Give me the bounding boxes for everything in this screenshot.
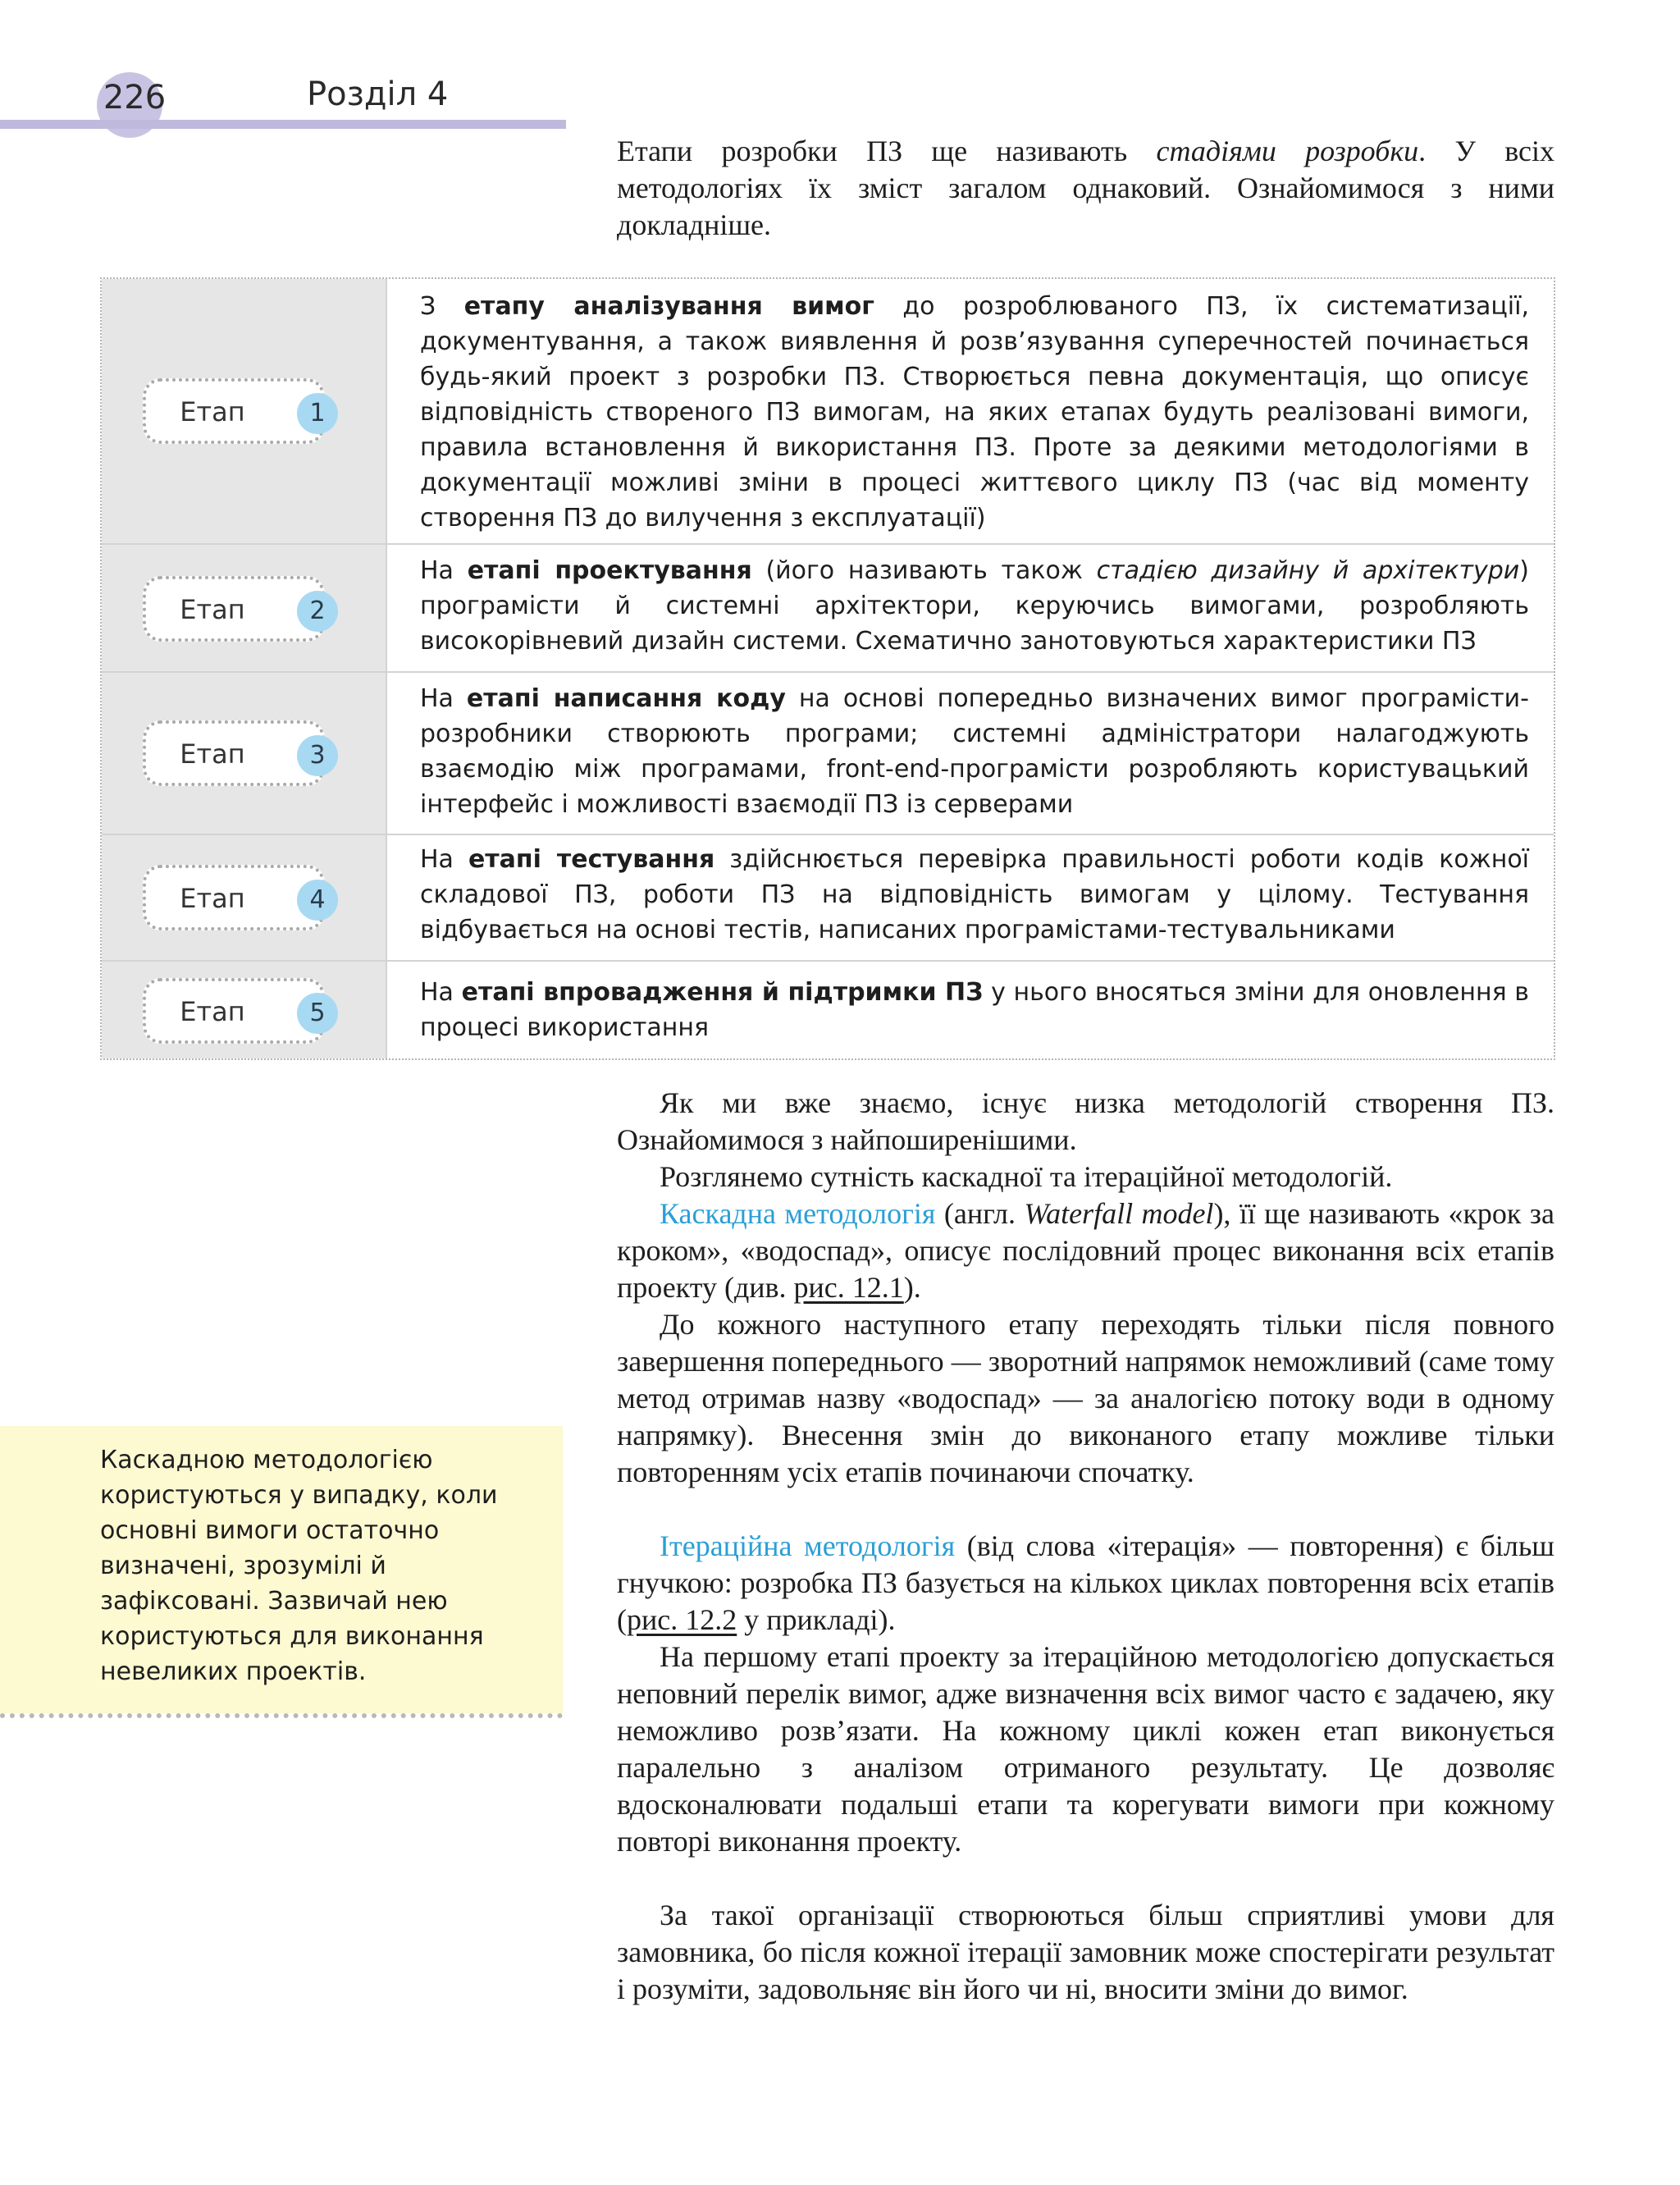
stage-number: 1 <box>297 393 338 434</box>
stage-number: 5 <box>297 993 338 1034</box>
stage-pill <box>143 576 325 642</box>
body-paragraph: За такої організації створюються більш сприятливі умови для замовника, бо після кожної ітерації замовник може спостерігати результат і розуміти, задовольняє він його чи ні, вносити зміни до вимог. <box>617 1899 1554 2005</box>
body-paragraph: До кожного наступного етапу переходять тільки після повного завершення попереднього — зворотний напрямок неможливий (саме тому метод отримав назву «водоспад» — за аналогією потоку води в одному напрямку). Внесення змін до виконаного етапу можливе тільки повторенням усіх етапів починаючи спочатку. <box>617 1308 1554 1488</box>
body-paragraph: Каскадна методологія (англ. Waterfall model), її ще називають «крок за кроком», «водоспад», описує послідовний процес виконання всіх етапів проекту (див. рис. 12.1). <box>617 1197 1555 1304</box>
body-paragraph: Ітераційна методологія (від слова «ітерація» — повторення) є більш гнучкою: розробка ПЗ базується на кількох циклах повторення всіх етапів (рис. 12.2 у прикладі). <box>617 1529 1554 1636</box>
stage-label: Етап <box>180 396 245 427</box>
body-paragraph: Розглянемо сутність каскадної та ітераційної методологій. <box>660 1160 1393 1193</box>
stage-label-cell <box>102 545 387 671</box>
stage-pill <box>143 978 325 1044</box>
figure-ref-12-1[interactable]: рис. 12.1 <box>793 1271 904 1304</box>
term-iterative: Ітераційна методологія <box>660 1529 956 1562</box>
stage-label-cell <box>102 962 387 1058</box>
stage-row <box>102 543 1554 671</box>
header-bar <box>0 120 566 129</box>
stage-number: 2 <box>297 591 338 632</box>
stage-description: На етапі тестування здійснюється перевірка правильності роботи кодів кожної складової ПЗ, роботи ПЗ на відповідність вимогам у цілому. Тестування відбувається на основі тестів, написаних програмістами-тестувальниками <box>420 845 1530 944</box>
stage-description: З етапу аналізування вимог до розроблюваного ПЗ, їх систематизації, документування, а також виявлення й розв’язування суперечностей починається будь-який проект з розробки ПЗ. Створюється певна документація, що описує відповідність створеного ПЗ вимогам, на яких етапах будуть реалізовані вимоги, правила встановлення й використання ПЗ. Проте за деякими методологіями в документації можливі зміни в процесі життєвого циклу ПЗ (час від моменту створення ПЗ до вилучення з експлуатації) <box>420 292 1529 533</box>
stage-description: На етапі проектування (його називають також стадією дизайну й архітектури) програмісти й системні архітектори, керуючись вимогами, розробляють високорівневий дизайн системи. Схематично занотовуються характеристики ПЗ <box>420 556 1529 656</box>
page-number: 226 <box>103 79 167 117</box>
stage-label: Етап <box>180 738 245 770</box>
stage-pill <box>143 720 325 786</box>
side-note-text: Каскадною методологією користуються у випадку, коли основні вимоги остаточно визначені, зрозумілі й зафіксовані. Зазвичай нею користуються для виконання невеликих проектів. <box>100 1446 498 1686</box>
stage-number: 3 <box>297 735 338 776</box>
stage-pill <box>143 865 325 930</box>
body-paragraph: На першому етапі проекту за ітераційною методологією допускається неповний перелік вимог, адже визначення всіх вимог часто є задачею, яку неможливо розв’язати. На кожному циклі кожен етап виконується паралельно з аналізом отриманого результату. Це дозволяє вдосконалювати подальші етапи та корегувати вимоги при кожному повторі виконання проекту. <box>617 1640 1554 1858</box>
side-note <box>0 1426 563 1713</box>
stage-label-cell <box>102 835 387 960</box>
stage-description: На етапі написання коду на основі попередньо визначених вимог програмісти-розробники створюють програми; системні адміністратори налагоджують взаємодію між програмами, front-end-програмісти розробляють користувацький інтерфейс і можливості взаємодії ПЗ із серверами <box>420 684 1530 819</box>
intro-paragraph: Етапи розробки ПЗ ще називають стадіями розробки. У всіх методологіях їх зміст загалом однаковий. Ознайомимося з ними докладніше. <box>617 135 1554 241</box>
stage-label: Етап <box>180 594 245 625</box>
figure-ref-12-2[interactable]: рис. 12.2 <box>627 1603 737 1636</box>
stage-label-cell <box>102 279 387 543</box>
side-note-divider <box>0 1713 563 1718</box>
stage-pill <box>143 378 325 444</box>
stages-table <box>100 277 1555 1060</box>
stage-row <box>102 834 1554 960</box>
body-paragraph: Як ми вже знаємо, існує низка методологій створення ПЗ. Ознайомимося з найпоширенішими. <box>617 1086 1554 1156</box>
term-waterfall: Каскадна методологія <box>660 1197 936 1230</box>
stage-label: Етап <box>180 883 245 914</box>
stage-label-cell <box>102 673 387 834</box>
stage-row <box>102 960 1554 1058</box>
stage-row <box>102 279 1554 543</box>
stage-row <box>102 671 1554 834</box>
chapter-title: Розділ 4 <box>307 75 449 113</box>
stage-label: Етап <box>180 996 245 1027</box>
stage-number: 4 <box>297 880 338 921</box>
stage-description: На етапі впровадження й підтримки ПЗ у нього вносяться зміни для оновлення в процесі використання <box>420 978 1529 1042</box>
